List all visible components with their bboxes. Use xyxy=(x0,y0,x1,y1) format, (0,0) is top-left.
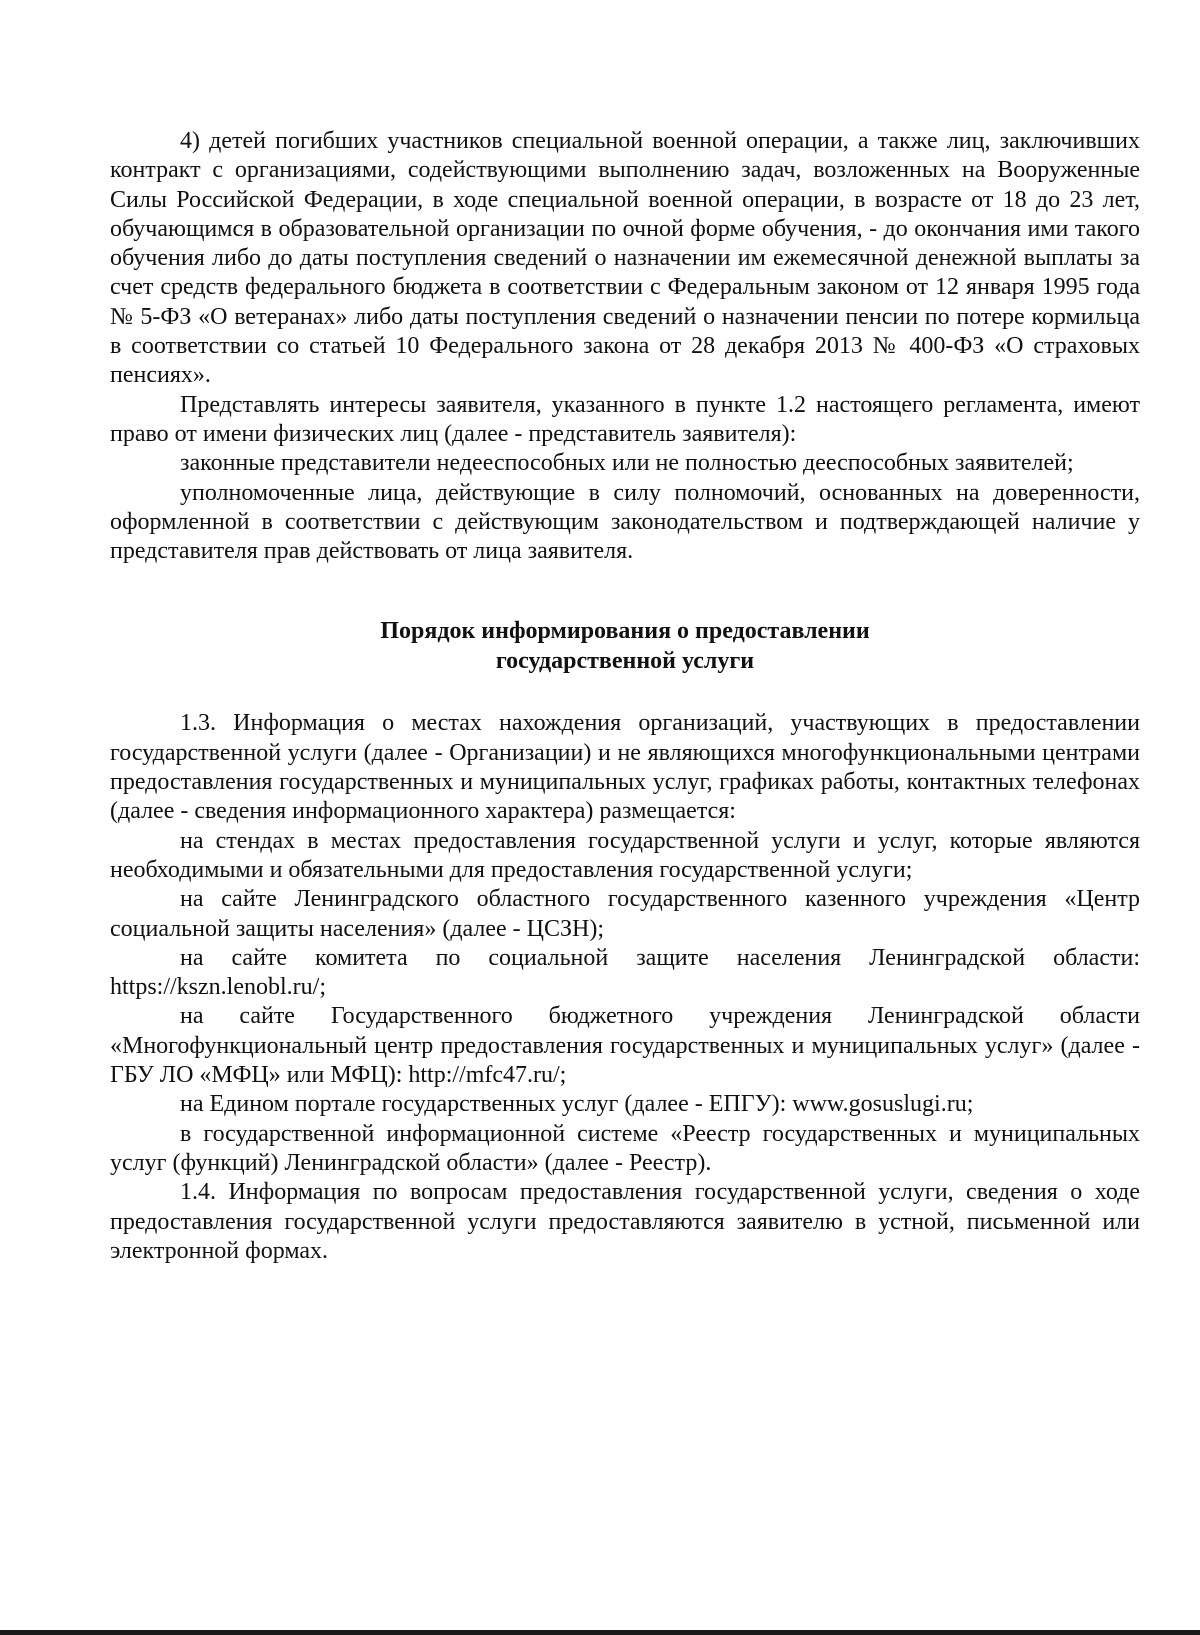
paragraph-1-3: 1.3. Информация о местах нахождения организаций, участвующих в предоставлении государственной услуги (далее - Организации) и не являющихся многофункциональными центрами предоставления государственных и муниципальных услуг, графиках работы, контактных телефонах (далее - сведения информационного характера) размещается: xyxy=(110,710,1140,825)
paragraph-mfc-site: на сайте Государственного бюджетного учреждения Ленинградской области «Многофункциональный центр предоставления государственных и муниципальных услуг» (далее - ГБУ ЛО «МФЦ» или МФЦ): http://mfc47.ru/; xyxy=(110,1003,1140,1089)
section-heading-line-1: Порядок информирования о предоставлении xyxy=(380,618,870,645)
paragraph-epgu: на Едином портале государственных услуг (далее - ЕПГУ): www.gosuslugi.ru; xyxy=(180,1091,974,1118)
paragraph-1-4: 1.4. Информация по вопросам предоставления государственной услуги, сведения о ходе предоставления государственной услуги предоставляются заявителю в устной, письменной или электронной формах. xyxy=(110,1179,1140,1264)
document-page xyxy=(110,127,1140,1266)
section-heading xyxy=(110,616,1140,676)
paragraph-legal-representatives: законные представители недееспособных или не полностью дееспособных заявителей; xyxy=(180,450,1074,477)
paragraph-kszn-site: на сайте комитета по социальной защите населения Ленинградской области: https://kszn.lenobl.ru/; xyxy=(110,944,1140,1001)
paragraphs-bottom xyxy=(110,709,1140,1266)
paragraph-registry: в государственной информационной системе «Реестр государственных и муниципальных услуг (функций) Ленинградской области» (далее - Реестр). xyxy=(110,1120,1140,1176)
paragraph-representatives: Представлять интересы заявителя, указанного в пункте 1.2 настоящего регламента, имеют право от имени физических лиц (далее - представитель заявителя): xyxy=(110,391,1140,447)
paragraph-authorized-persons: уполномоченные лица, действующие в силу полномочий, основанных на доверенности, оформленной в соответствии с действующим законодательством и подтверждающей наличие у представителя прав действовать от лица заявителя. xyxy=(110,479,1140,565)
section-heading-line-2: государственной услуги xyxy=(495,648,755,675)
scan-bottom-edge xyxy=(0,1630,1200,1635)
paragraph-stands: на стендах в местах предоставления государственной услуги и услуг, которые являются необходимыми и обязательными для предоставления государственной услуги; xyxy=(110,827,1140,883)
paragraphs-top xyxy=(110,127,1140,566)
paragraph-item-4: 4) детей погибших участников специальной военной операции, а также лиц, заключивших контракт с организациями, содействующими выполнению задач, возложенных на Вооруженные Силы Российской Федерации, в ходе специальной военной операции, в возрасте от 18 до 23 лет, обучающимся в образовательной организации по очной форме обучения, - до окончания ими такого обучения либо до даты поступления сведений о назначении им ежемесячной денежной выплаты за счет средств федерального бюджета в соответствии с Федеральным законом от 12 января 1995 года № 5-ФЗ «О ветеранах» либо даты поступления сведений о назначении пенсии по потере кормильца в соответствии со статьей 10 Федерального закона от 28 декабря 2013 № 400-ФЗ «О страховых пенсиях». xyxy=(110,128,1140,389)
paragraph-cszn-site: на сайте Ленинградского областного государственного казенного учреждения «Центр социальной защиты населения» (далее - ЦСЗН); xyxy=(110,886,1140,942)
